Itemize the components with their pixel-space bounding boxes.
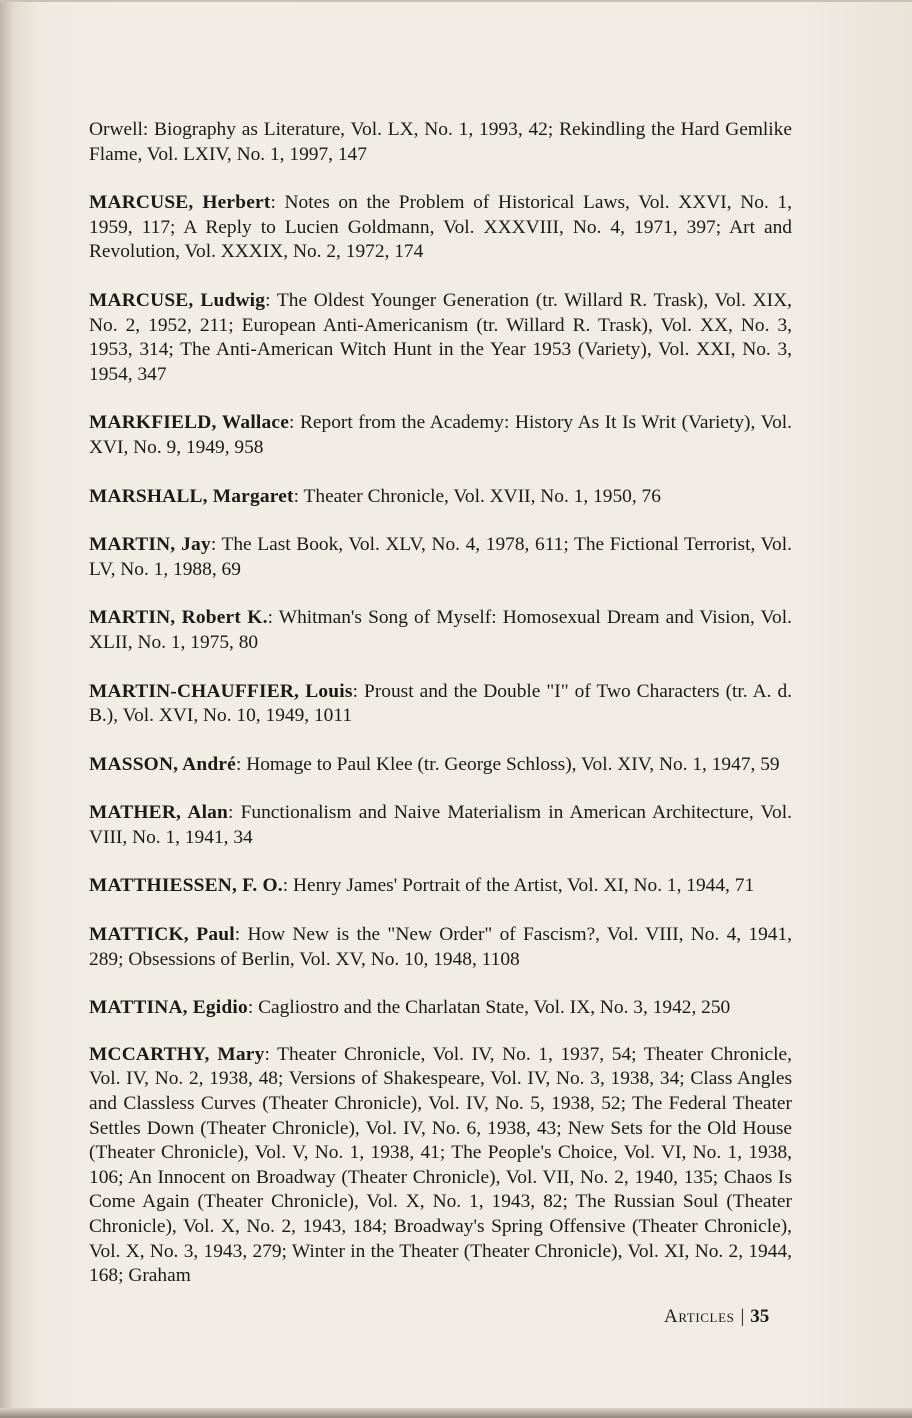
entry-author: MATTHIESSEN, F. O. [89,875,283,897]
entry-text: : Proust and the Double "I" of Two Characters (tr. A. d. B.), Vol. XVI, No. 10, 1949, 1011 [89,680,792,727]
entry-author: MARCUSE, Herbert [89,192,271,214]
entry-text: : Whitman's Song of Myself: Homosexual Dream and Vision, Vol. XLII, No. 1, 1975, 80 [89,607,792,653]
index-entry [89,996,792,1021]
entry-author: MARTIN, Robert K. [89,607,268,629]
entry-author: MARTIN, Jay [89,534,211,556]
entry-text: Orwell: Biography as Literature, Vol. LX, No. 1, 1993, 42; Rekindling the Hard Gemlike Flame, Vol. LXIV, No. 1, 1997, 147 [89,119,792,165]
index-entry [89,411,792,460]
index-entries [89,118,792,1313]
index-entry [89,923,792,972]
entry-text: : The Last Book, Vol. XLV, No. 4, 1978, 611; The Fictional Terrorist, Vol. LV, No. 1, 1988, 69 [89,534,792,580]
index-entry [89,533,792,582]
page-spine-shadow [0,0,14,1418]
index-entry [89,874,792,899]
entry-text: : Notes on the Problem of Historical Laws, Vol. XXVI, No. 1, 1959, 117; A Reply to Lucien Goldmann, Vol. XXXVIII, No. 4, 1971, 397; Art and Revolution, Vol. XXXIX, No. 2, 1972, 174 [89,192,792,263]
footer-separator: | [740,1306,745,1327]
index-entry [89,606,792,655]
index-entry [89,1043,792,1289]
entry-text: : How New is the "New Order" of Fascism?, Vol. VIII, No. 4, 1941, 289; Obsessions of Berlin, Vol. XV, No. 10, 1948, 1108 [89,924,792,970]
entry-author: MARSHALL, Margaret [89,485,294,507]
entry-author: MATHER, Alan [89,802,229,824]
entry-author: MARTIN-CHAUFFIER, Louis [89,680,353,702]
index-entry [89,680,792,729]
entry-author: MCCARTHY, Mary [89,1043,265,1065]
entry-text: : Theater Chronicle, Vol. IV, No. 1, 1937, 54; Theater Chronicle, Vol. IV, No. 2, 1938, 48; Versions of Shakespeare, Vol. IV, No. 3, 1938, 34; Class Angles and Classless Curves (Theater Chronicle), Vol. IV, No. 5, 1938, 52; The Federal Theater Settles Down (Theater Chronicle), Vol. IV, No. 6, 1938, 43; New Sets for the Old House (Theater Chronicle), Vol. V, No. 1, 1938, 41; The People's Choice, Vol. VI, No. 1, 1938, 106; An Innocent on Broadway (Theater Chronicle), Vol. VII, No. 2, 1940, 135; Chaos Is Come Again (Theater Chronicle), Vol. X, No. 1, 1943, 82; The Russian Soul (Theater Chronicle), Vol. X, No. 2, 1943, 184; Broadway's Spring Offensive (Theater Chronicle), Vol. X, No. 3, 1943, 279; Winter in the Theater (Theater Chronicle), Vol. XI, No. 2, 1944, 168; Graham [89,1043,792,1287]
entry-author: MARCUSE, Ludwig [89,289,266,311]
entry-author: MARKFIELD, Wallace [89,412,290,434]
index-entry [89,485,792,510]
entry-text: : Theater Chronicle, Vol. XVII, No. 1, 1950, 76 [293,485,661,507]
page-number: 35 [750,1306,770,1327]
entry-text: : Cagliostro and the Charlatan State, Vol. IX, No. 3, 1942, 250 [247,997,731,1019]
entry-text: : The Oldest Younger Generation (tr. Willard R. Trask), Vol. XIX, No. 2, 1952, 211; European Anti-Americanism (tr. Willard R. Trask), Vol. XX, No. 3, 1953, 314; The Anti-American Witch Hunt in the Year 1953 (Variety), Vol. XXI, No. 3, 1954, 347 [89,289,792,385]
entry-text: : Henry James' Portrait of the Artist, Vol. XI, No. 1, 1944, 71 [282,875,755,897]
page-bottom-edge [0,1408,912,1418]
index-entry [89,289,792,387]
entry-text: : Homage to Paul Klee (tr. George Schloss), Vol. XIV, No. 1, 1947, 59 [235,753,780,775]
page-footer [664,1306,769,1328]
index-entry [89,753,792,778]
entry-text: : Report from the Academy: History As It Is Writ (Variety), Vol. XVI, No. 9, 1949, 958 [89,412,793,458]
index-entry [89,801,792,850]
entry-author: MATTICK, Paul [89,924,235,946]
index-entry [89,118,792,167]
index-entry [89,191,792,265]
footer-section-label: Articles [664,1306,735,1327]
entry-author: MATTINA, Egidio [89,997,248,1019]
entry-text: : Functionalism and Naive Materialism in American Architecture, Vol. VIII, No. 1, 1941, 34 [89,802,792,848]
page-top-edge [0,0,912,2]
entry-author: MASSON, André [89,753,236,775]
